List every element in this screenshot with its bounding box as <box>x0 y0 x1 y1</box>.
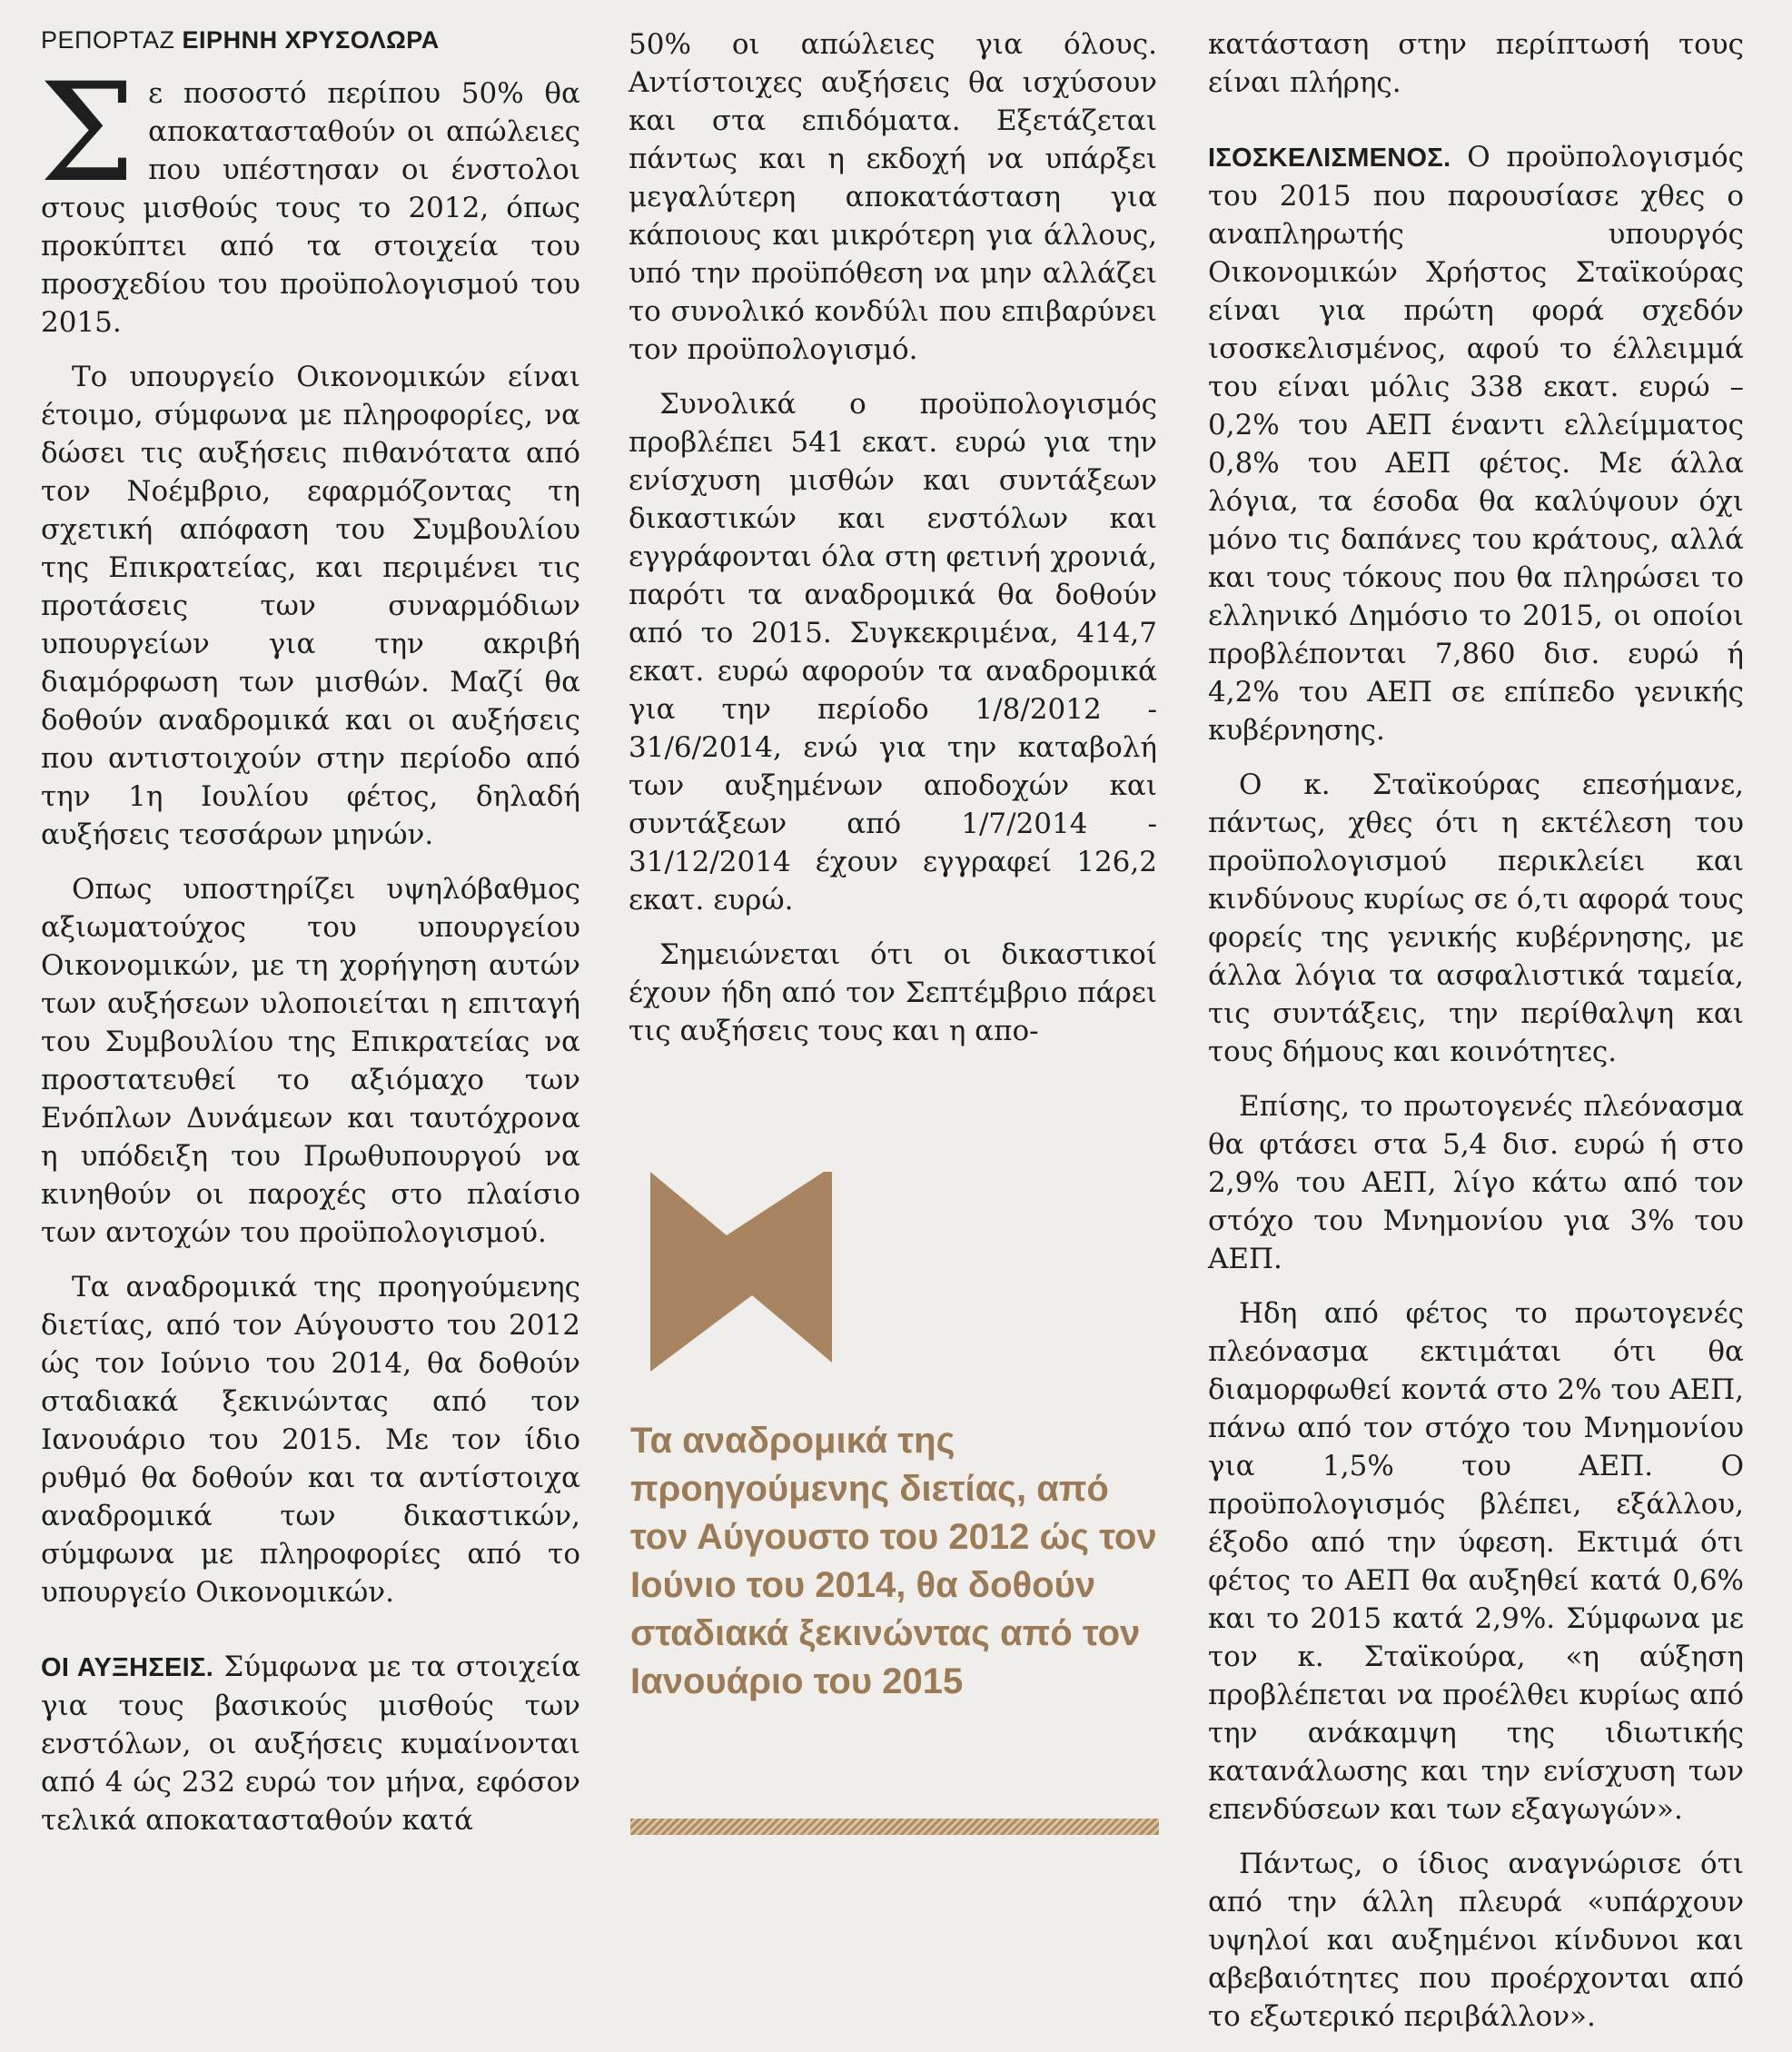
paragraph-continued: 50% οι απώλειες για όλους. Αντίστοιχες αυξήσεις θα ισχύσουν και στα επιδόματα. Εξετάζεται πάντως και η εκδοχή να υπάρξει μεγαλύτερη αποκατάσταση για κάποιους και μικρότερη για άλλους, υπό την προϋπόθεση να μην αλλάζει το συνολικό κονδύλι που επιβαρύνει τον προϋπολογισμό. <box>629 28 1157 366</box>
article-column-2 <box>629 25 1157 1066</box>
paragraph-text: Σύμφωνα με τα στοιχεία για τους βασικούς μισθούς των ενστόλων, οι αυξήσεις κυμαίνονται από 4 ώς 232 ευρώ τον μήνα, εφόσον τελικά αποκατασταθούν κατά <box>41 1651 581 1837</box>
paragraph-continued: κατάσταση στην περίπτωσή τους είναι πλήρης. <box>1208 28 1744 99</box>
subhead-raises: ΟΙ ΑΥΞΗΣΕΙΣ. <box>41 1653 214 1682</box>
paragraph: Τα αναδρομικά της προηγούμενης διετίας, από τον Αύγουστο του 2012 ώς τον Ιούνιο του 2014, θα δοθούν σταδιακά ξεκινώντας από τον Ιανουάριο του 2015. Με τον ίδιο ρυθμό θα δοθούν και τα αντίστοιχα αναδρομικά των δικαστικών, σύμφωνα με πληροφορίες από το υπουργείο Οικονομικών. <box>41 1271 580 1609</box>
lead-paragraph <box>39 55 580 342</box>
subhead-paragraph <box>41 1648 580 1839</box>
paragraph: Επίσης, το πρωτογενές πλεόνασμα θα φτάσει στα 5,4 δισ. ευρώ ή στο 2,9% του ΑΕΠ, λίγο κάτω από τον στόχο του Μνημονίου για 3% του ΑΕΠ. <box>1208 1090 1744 1275</box>
byline-prefix: ΡΕΠΟΡΤΑΖ <box>41 26 175 54</box>
paragraph: Πάντως, ο ίδιος αναγνώρισε ότι από την άλλη πλευρά «υπάρχουν υψηλοί και αυξημένοι κίνδυνοι και αβεβαιότητες που προέρχονται από το εξωτερικό περιβάλλον». <box>1208 1848 1744 2033</box>
lead-text: ε ποσοστό περίπου 50% θα αποκατασταθούν οι απώλειες που υπέστησαν οι ένστολοι στους μισθούς τους το 2012, όπως προκύπτει από τα στοιχεία του προσχεδίου του προϋπολογισμού του 2015. <box>41 77 580 339</box>
logo-shape <box>650 1172 832 1372</box>
pull-quote: Τα αναδρομικά της προηγούμενης διετίας, από τον Αύγουστο του 2012 ώς τον Ιούνιο του 2014, θα δοθούν σταδιακά ξεκινώντας από τον Ιανουάριο του 2015 <box>630 1421 1157 1701</box>
kathimerini-logo-icon <box>650 1172 832 1372</box>
byline <box>41 25 580 55</box>
paragraph: Σημειώνεται ότι οι δικαστικοί έχουν ήδη από τον Σεπτέμβριο πάρει τις αυξήσεις τους και η απο- <box>629 938 1157 1047</box>
paragraph: Οπως υποστηρίζει υψηλόβαθμος αξιωματούχος του υπουργείου Οικονομικών, με τη χορήγηση αυτών των αυξήσεων υλοποιείται η επιταγή του Συμβουλίου της Επικρατείας να προστατευθεί το αξιόμαχο των Ενόπλων Δυνάμεων και ταυτόχρονα η υπόδειξη του Πρωθυπουργού να κινηθούν οι παροχές στο πλαίσιο των αντοχών του προϋπολογισμού. <box>41 873 580 1249</box>
article-column-3 <box>1208 25 1744 2052</box>
paragraph: Το υπουργείο Οικονομικών είναι έτοιμο, σύμφωνα με πληροφορίες, να δώσει τις αυξήσεις πιθανότατα από τον Νοέμβριο, εφαρμόζοντας τη σχετική απόφαση του Συμβουλίου της Επικρατείας, και περιμένει τις προτάσεις των συναρμόδιων υπουργείων για την ακριβή διαμόρφωση των μισθών. Μαζί θα δοθούν αναδρομικά και οι αυξήσεις που αντιστοιχούν στην περίοδο από την 1η Ιουλίου φέτος, δηλαδή αυξήσεις τεσσάρων μηνών. <box>41 361 580 851</box>
drop-cap: Σ <box>39 55 136 213</box>
pull-quote-rule <box>630 1819 1159 1835</box>
paragraph: Συνολικά ο προϋπολογισμός προβλέπει 541 εκατ. ευρώ για την ενίσχυση μισθών και συντάξεων δικαστικών και ενστόλων και εγγράφονται όλα στη φετινή χρονιά, παρότι τα αναδρομικά θα δοθούν από το 2015. Συγκεκριμένα, 414,7 εκατ. ευρώ αφορούν τα αναδρομικά για την περίοδο 1/8/2012 - 31/6/2014, ενώ για την καταβολή των αυξημένων αποδοχών και συντάξεων από 1/7/2014 - 31/12/2014 έχουν εγγραφεί 126,2 εκατ. ευρώ. <box>629 388 1157 917</box>
subhead-paragraph <box>1208 138 1744 749</box>
subhead-balanced: ΙΣΟΣΚΕΛΙΣΜΕΝΟΣ. <box>1208 144 1451 173</box>
paragraph: Ο κ. Σταϊκούρας επεσήμανε, πάντως, χθες ότι η εκτέλεση του προϋπολογισμού περικλείει και κινδύνους κυρίως σε ό,τι αφορά τους φορείς της γενικής κυβέρνησης, με άλλα λόγια τα ασφαλιστικά ταμεία, τις συντάξεις, την περίθαλψη και τους δήμους και κοινότητες. <box>1208 768 1744 1068</box>
article-column-1 <box>41 25 580 1856</box>
byline-author: ΕΙΡΗΝΗ ΧΡΥΣΟΛΩΡΑ <box>182 26 440 54</box>
paragraph-text: Ο προϋπολογισμός του 2015 που παρουσίασε χθες ο αναπληρωτής υπουργός Οικονομικών Χρήστος Σταϊκούρας είναι για πρώτη φορά σχεδόν ισοσκελισμένος, αφού το έλλειμμά του είναι μόλις 338 εκατ. ευρώ – 0,2% του ΑΕΠ έναντι ελλείμματος 0,8% του ΑΕΠ φέτος. Με άλλα λόγια, τα έσοδα θα καλύψουν όχι μόνο τις δαπάνες του κράτους, αλλά και τους τόκους που θα πληρώσει το ελληνικό Δημόσιο το 2015, οι οποίοι προβλέπονται 7,860 δισ. ευρώ ή 4,2% του ΑΕΠ σε επίπεδο γενικής κυβέρνησης. <box>1208 141 1744 747</box>
paragraph: Ηδη από φέτος το πρωτογενές πλεόνασμα εκτιμάται ότι θα διαμορφωθεί κοντά στο 2% του ΑΕΠ, πάνω από τον στόχο του Μνημονίου για 1,5% του ΑΕΠ. Ο προϋπολογισμός βλέπει, εξάλλου, έξοδο από την ύφεση. Εκτιμά ότι φέτος το ΑΕΠ θα αυξηθεί κατά 0,6% και το 2015 κατά 2,9%. Σύμφωνα με τον κ. Σταϊκούρα, «η αύξηση προβλέπεται να προέλθει κυρίως από την ανάκαμψη της ιδιωτικής κατανάλωσης και την ενίσχυση των επενδύσεων και των εξαγωγών». <box>1208 1297 1744 1826</box>
